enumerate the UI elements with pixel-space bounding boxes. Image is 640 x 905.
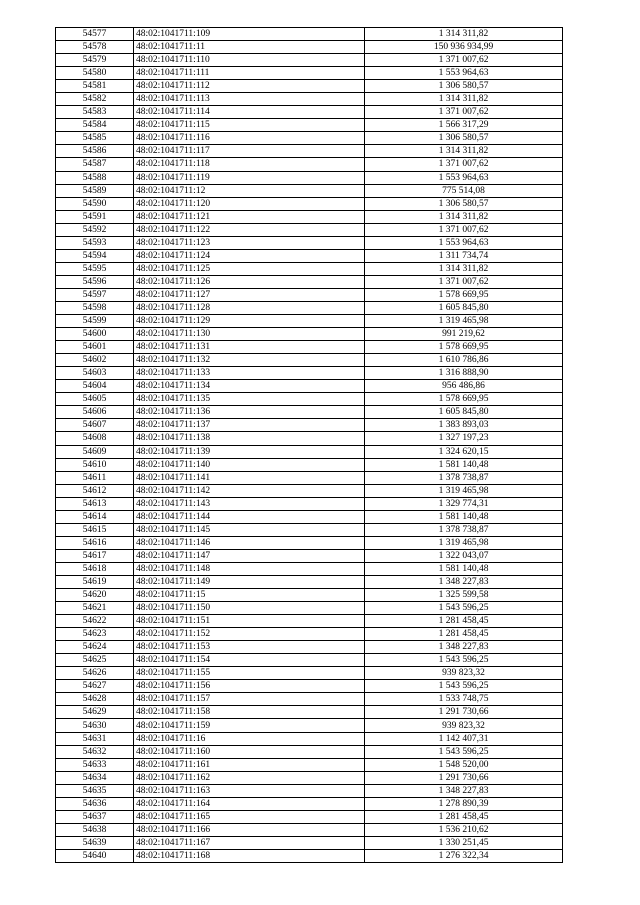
value-cell: 1 314 311,82 (365, 262, 563, 275)
table-row (56, 615, 563, 628)
cadastral-number-cell: 48:02:1041711:115 (134, 119, 365, 132)
cadastral-number-cell: 48:02:1041711:125 (134, 262, 365, 275)
value-cell: 1 324 620,15 (365, 445, 563, 458)
row-number-cell: 54626 (56, 667, 134, 680)
value-cell: 1 327 197,23 (365, 432, 563, 445)
cadastral-number-cell: 48:02:1041711:139 (134, 445, 365, 458)
value-cell: 1 383 893,03 (365, 419, 563, 432)
value-cell: 1 543 596,25 (365, 654, 563, 667)
value-cell: 1 319 465,98 (365, 315, 563, 328)
value-cell: 1 306 580,57 (365, 132, 563, 145)
cadastral-number-cell: 48:02:1041711:126 (134, 275, 365, 288)
cadastral-number-cell: 48:02:1041711:158 (134, 706, 365, 719)
row-number-cell: 54610 (56, 458, 134, 471)
row-number-cell: 54620 (56, 589, 134, 602)
row-number-cell: 54603 (56, 367, 134, 380)
value-cell: 1 314 311,82 (365, 28, 563, 41)
value-cell: 1 319 465,98 (365, 484, 563, 497)
value-cell: 1 605 845,80 (365, 406, 563, 419)
cadastral-number-cell: 48:02:1041711:157 (134, 693, 365, 706)
cadastral-number-cell: 48:02:1041711:148 (134, 562, 365, 575)
value-cell: 1 371 007,62 (365, 106, 563, 119)
table-row (56, 758, 563, 771)
cadastral-number-cell: 48:02:1041711:110 (134, 54, 365, 67)
value-cell: 991 219,62 (365, 328, 563, 341)
value-cell: 1 610 786,86 (365, 354, 563, 367)
cadastral-number-cell: 48:02:1041711:16 (134, 732, 365, 745)
table-row (56, 445, 563, 458)
value-cell: 1 316 888,90 (365, 367, 563, 380)
table-row (56, 693, 563, 706)
row-number-cell: 54596 (56, 275, 134, 288)
row-number-cell: 54580 (56, 67, 134, 80)
row-number-cell: 54616 (56, 536, 134, 549)
table-row (56, 158, 563, 171)
table-row (56, 106, 563, 119)
cadastral-number-cell: 48:02:1041711:128 (134, 301, 365, 314)
value-cell: 1 278 890,39 (365, 797, 563, 810)
cadastral-number-cell: 48:02:1041711:142 (134, 484, 365, 497)
table-row (56, 510, 563, 523)
table-row (56, 849, 563, 862)
table-row (56, 732, 563, 745)
table-row (56, 745, 563, 758)
table-row (56, 784, 563, 797)
cadastral-number-cell: 48:02:1041711:135 (134, 393, 365, 406)
row-number-cell: 54598 (56, 301, 134, 314)
row-number-cell: 54624 (56, 641, 134, 654)
value-cell: 939 823,32 (365, 667, 563, 680)
cadastral-number-cell: 48:02:1041711:112 (134, 80, 365, 93)
cadastral-number-cell: 48:02:1041711:168 (134, 849, 365, 862)
cadastral-number-cell: 48:02:1041711:160 (134, 745, 365, 758)
row-number-cell: 54608 (56, 432, 134, 445)
value-cell: 1 281 458,45 (365, 810, 563, 823)
table-row (56, 315, 563, 328)
cadastral-number-cell: 48:02:1041711:114 (134, 106, 365, 119)
row-number-cell: 54588 (56, 171, 134, 184)
row-number-cell: 54621 (56, 602, 134, 615)
table-row (56, 249, 563, 262)
cadastral-number-cell: 48:02:1041711:137 (134, 419, 365, 432)
row-number-cell: 54586 (56, 145, 134, 158)
cadastral-number-cell: 48:02:1041711:138 (134, 432, 365, 445)
table-row (56, 471, 563, 484)
row-number-cell: 54638 (56, 823, 134, 836)
cadastral-number-cell: 48:02:1041711:143 (134, 497, 365, 510)
cadastral-number-cell: 48:02:1041711:117 (134, 145, 365, 158)
cadastral-number-cell: 48:02:1041711:149 (134, 575, 365, 588)
value-cell: 1 536 210,62 (365, 823, 563, 836)
table-row (56, 602, 563, 615)
row-number-cell: 54606 (56, 406, 134, 419)
value-cell: 1 548 520,00 (365, 758, 563, 771)
row-number-cell: 54585 (56, 132, 134, 145)
row-number-cell: 54589 (56, 184, 134, 197)
cadastral-number-cell: 48:02:1041711:132 (134, 354, 365, 367)
row-number-cell: 54637 (56, 810, 134, 823)
cadastral-number-cell: 48:02:1041711:119 (134, 171, 365, 184)
row-number-cell: 54591 (56, 210, 134, 223)
row-number-cell: 54622 (56, 615, 134, 628)
row-number-cell: 54628 (56, 693, 134, 706)
table-row (56, 119, 563, 132)
row-number-cell: 54617 (56, 549, 134, 562)
table-row (56, 80, 563, 93)
table-row (56, 341, 563, 354)
row-number-cell: 54601 (56, 341, 134, 354)
data-table (55, 27, 563, 863)
cadastral-number-cell: 48:02:1041711:153 (134, 641, 365, 654)
table-row (56, 654, 563, 667)
table-row (56, 484, 563, 497)
value-cell: 1 543 596,25 (365, 602, 563, 615)
cadastral-number-cell: 48:02:1041711:156 (134, 680, 365, 693)
value-cell: 1 306 580,57 (365, 80, 563, 93)
table-row (56, 354, 563, 367)
table-row (56, 797, 563, 810)
cadastral-number-cell: 48:02:1041711:152 (134, 628, 365, 641)
row-number-cell: 54578 (56, 41, 134, 54)
value-cell: 1 348 227,83 (365, 784, 563, 797)
row-number-cell: 54614 (56, 510, 134, 523)
value-cell: 1 605 845,80 (365, 301, 563, 314)
row-number-cell: 54593 (56, 236, 134, 249)
table-row (56, 393, 563, 406)
value-cell: 1 330 251,45 (365, 836, 563, 849)
cadastral-number-cell: 48:02:1041711:133 (134, 367, 365, 380)
table-row (56, 54, 563, 67)
row-number-cell: 54594 (56, 249, 134, 262)
value-cell: 1 291 730,66 (365, 706, 563, 719)
row-number-cell: 54587 (56, 158, 134, 171)
cadastral-number-cell: 48:02:1041711:118 (134, 158, 365, 171)
cadastral-number-cell: 48:02:1041711:113 (134, 93, 365, 106)
cadastral-number-cell: 48:02:1041711:146 (134, 536, 365, 549)
row-number-cell: 54640 (56, 849, 134, 862)
value-cell: 1 311 734,74 (365, 249, 563, 262)
table-row (56, 549, 563, 562)
value-cell: 1 322 043,07 (365, 549, 563, 562)
cadastral-number-cell: 48:02:1041711:154 (134, 654, 365, 667)
value-cell: 1 533 748,75 (365, 693, 563, 706)
row-number-cell: 54612 (56, 484, 134, 497)
cadastral-number-cell: 48:02:1041711:130 (134, 328, 365, 341)
table-row (56, 719, 563, 732)
table-row (56, 301, 563, 314)
cadastral-number-cell: 48:02:1041711:144 (134, 510, 365, 523)
cadastral-number-cell: 48:02:1041711:121 (134, 210, 365, 223)
row-number-cell: 54597 (56, 288, 134, 301)
row-number-cell: 54602 (56, 354, 134, 367)
cadastral-number-cell: 48:02:1041711:165 (134, 810, 365, 823)
table-row (56, 823, 563, 836)
table-row (56, 93, 563, 106)
table-row (56, 432, 563, 445)
table-row (56, 810, 563, 823)
row-number-cell: 54604 (56, 380, 134, 393)
cadastral-number-cell: 48:02:1041711:145 (134, 523, 365, 536)
table-row (56, 771, 563, 784)
row-number-cell: 54627 (56, 680, 134, 693)
row-number-cell: 54605 (56, 393, 134, 406)
cadastral-number-cell: 48:02:1041711:141 (134, 471, 365, 484)
cadastral-number-cell: 48:02:1041711:116 (134, 132, 365, 145)
row-number-cell: 54595 (56, 262, 134, 275)
value-cell: 1 566 317,29 (365, 119, 563, 132)
table-row (56, 680, 563, 693)
value-cell: 1 329 774,31 (365, 497, 563, 510)
value-cell: 1 319 465,98 (365, 536, 563, 549)
value-cell: 1 291 730,66 (365, 771, 563, 784)
row-number-cell: 54611 (56, 471, 134, 484)
row-number-cell: 54619 (56, 575, 134, 588)
table-row (56, 667, 563, 680)
value-cell: 1 142 407,31 (365, 732, 563, 745)
value-cell: 1 543 596,25 (365, 745, 563, 758)
value-cell: 1 543 596,25 (365, 680, 563, 693)
table-row (56, 275, 563, 288)
value-cell: 1 314 311,82 (365, 145, 563, 158)
row-number-cell: 54631 (56, 732, 134, 745)
row-number-cell: 54625 (56, 654, 134, 667)
value-cell: 1 553 964,63 (365, 67, 563, 80)
value-cell: 1 281 458,45 (365, 628, 563, 641)
cadastral-number-cell: 48:02:1041711:155 (134, 667, 365, 680)
table-row (56, 41, 563, 54)
table-row (56, 328, 563, 341)
table-row (56, 706, 563, 719)
row-number-cell: 54583 (56, 106, 134, 119)
row-number-cell: 54634 (56, 771, 134, 784)
row-number-cell: 54607 (56, 419, 134, 432)
row-number-cell: 54609 (56, 445, 134, 458)
value-cell: 956 486,86 (365, 380, 563, 393)
table-row (56, 28, 563, 41)
table-row (56, 132, 563, 145)
row-number-cell: 54623 (56, 628, 134, 641)
table-row (56, 575, 563, 588)
value-cell: 1 553 964,63 (365, 171, 563, 184)
table-row (56, 406, 563, 419)
value-cell: 1 371 007,62 (365, 275, 563, 288)
value-cell: 1 348 227,83 (365, 575, 563, 588)
table-row (56, 262, 563, 275)
cadastral-number-cell: 48:02:1041711:164 (134, 797, 365, 810)
row-number-cell: 54632 (56, 745, 134, 758)
value-cell: 1 371 007,62 (365, 54, 563, 67)
value-cell: 939 823,32 (365, 719, 563, 732)
cadastral-number-cell: 48:02:1041711:163 (134, 784, 365, 797)
cadastral-number-cell: 48:02:1041711:159 (134, 719, 365, 732)
table-row (56, 210, 563, 223)
row-number-cell: 54584 (56, 119, 134, 132)
value-cell: 1 371 007,62 (365, 223, 563, 236)
cadastral-number-cell: 48:02:1041711:123 (134, 236, 365, 249)
cadastral-number-cell: 48:02:1041711:140 (134, 458, 365, 471)
cadastral-number-cell: 48:02:1041711:162 (134, 771, 365, 784)
table-row (56, 197, 563, 210)
value-cell: 1 314 311,82 (365, 93, 563, 106)
table-row (56, 236, 563, 249)
cadastral-number-cell: 48:02:1041711:15 (134, 589, 365, 602)
value-cell: 1 578 669,95 (365, 341, 563, 354)
cadastral-number-cell: 48:02:1041711:122 (134, 223, 365, 236)
value-cell: 1 581 140,48 (365, 458, 563, 471)
value-cell: 1 314 311,82 (365, 210, 563, 223)
table-body (56, 28, 563, 863)
value-cell: 1 553 964,63 (365, 236, 563, 249)
cadastral-number-cell: 48:02:1041711:127 (134, 288, 365, 301)
value-cell: 1 371 007,62 (365, 158, 563, 171)
value-cell: 1 281 458,45 (365, 615, 563, 628)
table-row (56, 628, 563, 641)
cadastral-number-cell: 48:02:1041711:12 (134, 184, 365, 197)
cadastral-number-cell: 48:02:1041711:136 (134, 406, 365, 419)
cadastral-number-cell: 48:02:1041711:131 (134, 341, 365, 354)
table-row (56, 641, 563, 654)
table-row (56, 536, 563, 549)
cadastral-number-cell: 48:02:1041711:111 (134, 67, 365, 80)
row-number-cell: 54630 (56, 719, 134, 732)
cadastral-number-cell: 48:02:1041711:150 (134, 602, 365, 615)
cadastral-number-cell: 48:02:1041711:147 (134, 549, 365, 562)
value-cell: 1 306 580,57 (365, 197, 563, 210)
cadastral-number-cell: 48:02:1041711:109 (134, 28, 365, 41)
cadastral-number-cell: 48:02:1041711:120 (134, 197, 365, 210)
value-cell: 1 581 140,48 (365, 562, 563, 575)
table-row (56, 497, 563, 510)
cadastral-number-cell: 48:02:1041711:166 (134, 823, 365, 836)
value-cell: 775 514,08 (365, 184, 563, 197)
row-number-cell: 54629 (56, 706, 134, 719)
table-row (56, 184, 563, 197)
value-cell: 1 578 669,95 (365, 288, 563, 301)
value-cell: 1 325 599,58 (365, 589, 563, 602)
table-row (56, 419, 563, 432)
row-number-cell: 54635 (56, 784, 134, 797)
cadastral-number-cell: 48:02:1041711:167 (134, 836, 365, 849)
value-cell: 1 578 669,95 (365, 393, 563, 406)
row-number-cell: 54633 (56, 758, 134, 771)
row-number-cell: 54590 (56, 197, 134, 210)
table-row (56, 562, 563, 575)
row-number-cell: 54600 (56, 328, 134, 341)
row-number-cell: 54579 (56, 54, 134, 67)
table-row (56, 145, 563, 158)
row-number-cell: 54613 (56, 497, 134, 510)
value-cell: 1 378 738,87 (365, 471, 563, 484)
table-row (56, 380, 563, 393)
table-row (56, 589, 563, 602)
row-number-cell: 54581 (56, 80, 134, 93)
row-number-cell: 54615 (56, 523, 134, 536)
table-row (56, 67, 563, 80)
table-row (56, 458, 563, 471)
row-number-cell: 54592 (56, 223, 134, 236)
table-row (56, 523, 563, 536)
table-row (56, 223, 563, 236)
value-cell: 1 581 140,48 (365, 510, 563, 523)
row-number-cell: 54577 (56, 28, 134, 41)
table-row (56, 367, 563, 380)
cadastral-number-cell: 48:02:1041711:129 (134, 315, 365, 328)
value-cell: 1 276 322,34 (365, 849, 563, 862)
value-cell: 1 378 738,87 (365, 523, 563, 536)
row-number-cell: 54639 (56, 836, 134, 849)
value-cell: 150 936 934,99 (365, 41, 563, 54)
table-row (56, 288, 563, 301)
cadastral-number-cell: 48:02:1041711:134 (134, 380, 365, 393)
row-number-cell: 54636 (56, 797, 134, 810)
table-row (56, 836, 563, 849)
table-row (56, 171, 563, 184)
row-number-cell: 54599 (56, 315, 134, 328)
row-number-cell: 54582 (56, 93, 134, 106)
cadastral-number-cell: 48:02:1041711:161 (134, 758, 365, 771)
value-cell: 1 348 227,83 (365, 641, 563, 654)
row-number-cell: 54618 (56, 562, 134, 575)
cadastral-number-cell: 48:02:1041711:124 (134, 249, 365, 262)
cadastral-number-cell: 48:02:1041711:11 (134, 41, 365, 54)
cadastral-number-cell: 48:02:1041711:151 (134, 615, 365, 628)
